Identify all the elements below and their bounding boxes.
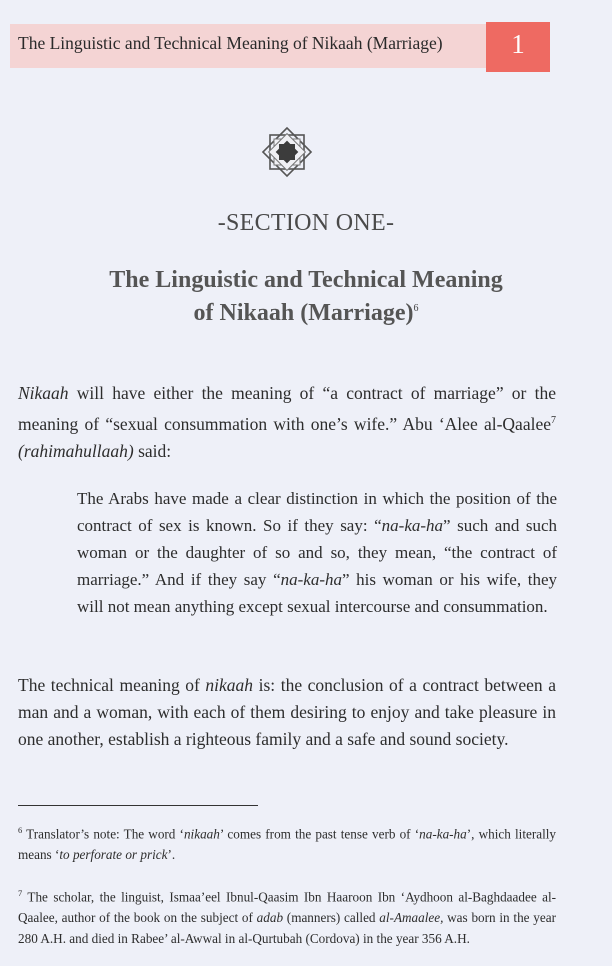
term-na-ka-ha: na-ka-ha [381, 516, 444, 535]
paragraph-technical-meaning [18, 672, 556, 753]
section-label: -SECTION ONE- [217, 210, 395, 236]
footnote-number: 6 [18, 825, 23, 835]
footnote-ref-6: 6 [413, 303, 419, 314]
term-nikaah: nikaah [205, 675, 254, 695]
quote-text: ” such and such woman or the daughter of so and so, they mean, “the contract of marriage.” And if they say “ [77, 516, 558, 589]
chapter-number: 1 [511, 29, 525, 59]
paragraph-text: The technical meaning of [18, 675, 206, 695]
footnote-text: ’. [167, 847, 176, 863]
term-nikaah: Nikaah [18, 383, 69, 403]
term-na-ka-ha: na-ka-ha [280, 570, 342, 589]
footnote-7 [18, 883, 556, 949]
running-header-title: The Linguistic and Technical Meaning of Nikaah (Marriage) [18, 33, 443, 53]
paragraph-text: said: [133, 440, 172, 461]
footnote-text: The scholar, the linguist, Ismaa’eel Ibnul-Qaasim Ibn Haaroon Ibn ‘Aydhoon al-Baghdaadee al-Qaalee, author of the book on the subject of [18, 889, 556, 926]
footnote-number: 7 [18, 888, 23, 898]
footnote-term: nikaah [183, 826, 220, 842]
footnote-text: Translator’s note: The word ‘ [22, 826, 184, 842]
footnote-term: to perforate or prick [59, 847, 168, 863]
honorific: (rahimahullaah) [18, 440, 134, 461]
paragraph-text: will have either the meaning of “a contract of marriage” or the meaning of “sexual consummation with one’s wife.” Abu ‘Alee al-Qaalee [18, 383, 556, 434]
footnote-ref-7: 7 [551, 415, 556, 426]
footnote-term: na-ka-ha [419, 826, 467, 842]
chapter-number-badge [486, 22, 550, 72]
paragraph-definition [18, 380, 556, 465]
quote-text: ” his woman or his wife, they will not mean anything except sexual intercourse and consummation. [77, 570, 557, 616]
footnote-term: al-Amaalee, [379, 910, 444, 926]
footnote-term: adab [256, 910, 284, 926]
section-title-line-1: The Linguistic and Technical Meaning [109, 267, 503, 293]
section-title-line-2-text: of Nikaah (Marriage) [193, 300, 414, 326]
paragraph-text: is: the conclusion of a contract between a man and a woman, with each of them desiring to enjoy and take pleasure in one another, establish a righteous family and a safe and sound society. [18, 675, 556, 749]
footnote-text: ’, which literally means ‘ [18, 826, 556, 863]
footnote-separator [18, 805, 258, 806]
quote-text: The Arabs have made a clear distinction in which the position of the contract of sex is known. So if they say: “ [77, 489, 557, 535]
block-quote [77, 485, 557, 620]
footnote-text: ’ comes from the past tense verb of ‘ [219, 826, 420, 842]
section-title-line-2 [0, 300, 612, 327]
footnote-text: was born in the year 280 A.H. and died in Rabee’ al-Awwal in al-Qurtubah (Cordova) in the year 356 A.H. [18, 910, 556, 947]
footnote-text: (manners) called [283, 910, 380, 926]
footnote-6 [18, 820, 556, 865]
eight-point-star-icon [261, 126, 313, 178]
